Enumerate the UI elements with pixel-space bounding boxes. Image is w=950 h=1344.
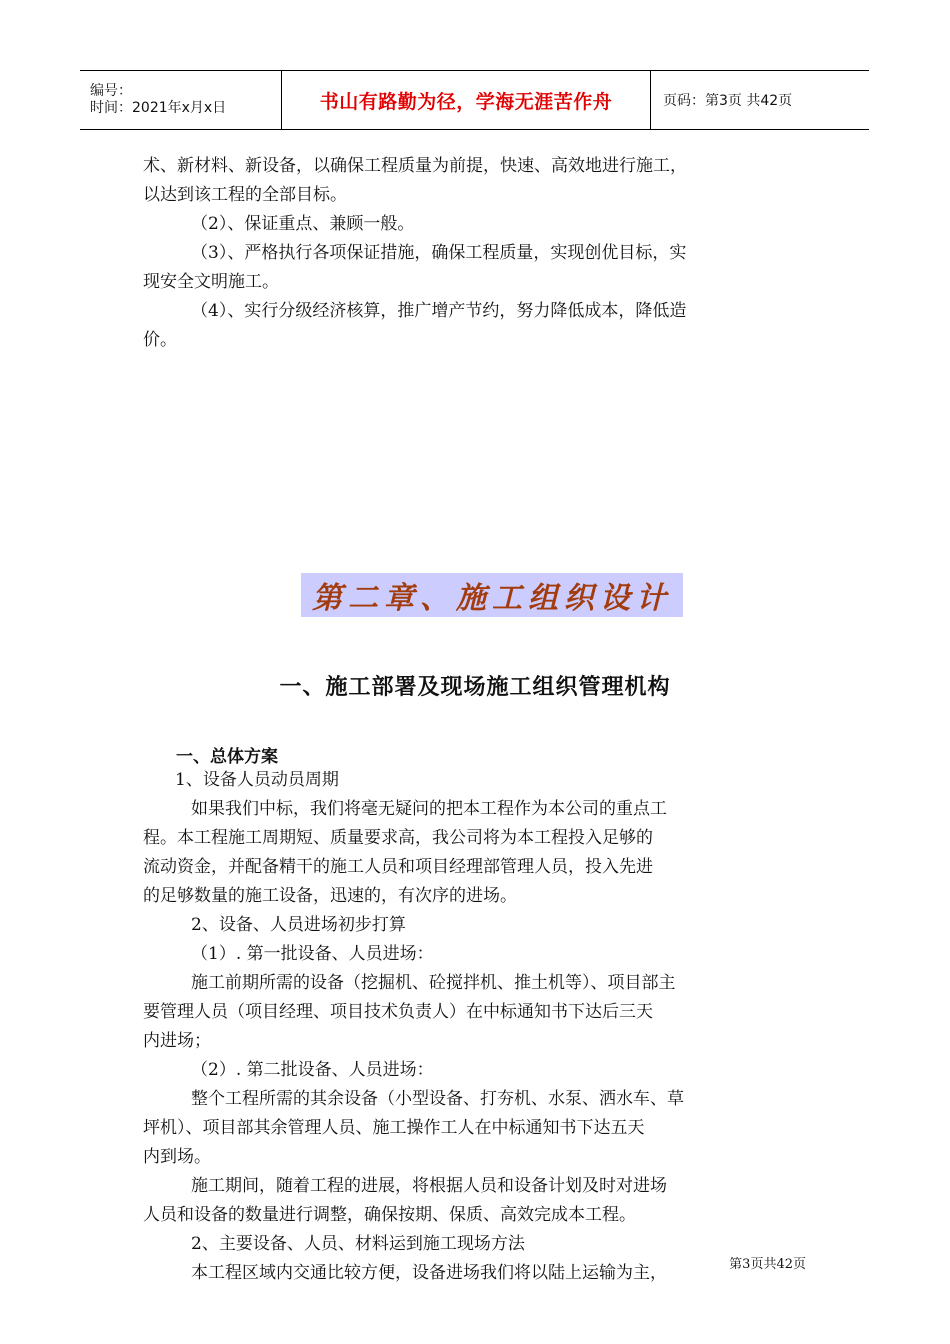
text-line: 要管理人员（项目经理、项目技术负责人）在中标通知书下达后三天	[143, 1002, 653, 1022]
text-line: 2、主要设备、人员、材料运到施工现场方法	[191, 1234, 525, 1254]
text-line: 以达到该工程的全部目标。	[143, 185, 347, 205]
text-line: 的足够数量的施工设备，迅速的，有次序的进场。	[143, 886, 517, 906]
document-number-label: 编号：	[90, 83, 132, 99]
text-line: 如果我们中标，我们将毫无疑问的把本工程作为本公司的重点工	[191, 799, 667, 819]
header-meta	[80, 71, 282, 129]
text-line: 内进场；	[143, 1031, 211, 1051]
text-line: （2）、保证重点、兼顾一般。	[191, 214, 415, 234]
document-date: 时间：2021年x月x日	[90, 100, 227, 116]
section-title: 一、施工部署及现场施工组织管理机构	[279, 675, 671, 700]
top-paragraph	[143, 152, 808, 355]
text-line: 整个工程所需的其余设备（小型设备、打夯机、水泵、洒水车、草	[191, 1089, 684, 1109]
text-line: 坪机）、项目部其余管理人员、施工操作工人在中标通知书下达五天	[143, 1118, 645, 1138]
page-footer: 第3页共42页	[729, 1257, 806, 1272]
chapter-title: 第二章、施工组织设计	[312, 581, 672, 616]
text-line: 2、设备、人员进场初步打算	[191, 915, 406, 935]
text-line: 价。	[143, 330, 177, 350]
text-line: 内到场。	[143, 1147, 211, 1167]
header-motto: 书山有路勤为径，学海无涯苦作舟	[282, 71, 651, 129]
text-line: 1、设备人员动员周期	[175, 770, 339, 790]
page-header	[80, 70, 869, 130]
chapter-title-banner	[301, 573, 683, 617]
text-line: （3）、严格执行各项保证措施，确保工程质量，实现创优目标，实	[191, 243, 687, 263]
text-line: （2）. 第二批设备、人员进场：	[191, 1060, 434, 1080]
text-line: （1）. 第一批设备、人员进场：	[191, 944, 434, 964]
body-text	[143, 766, 808, 1288]
header-page-number: 页码：第3页 共42页	[663, 93, 793, 109]
text-line: 术、新材料、新设备，以确保工程质量为前提，快速、高效地进行施工，	[143, 156, 687, 176]
text-line: 流动资金，并配备精干的施工人员和项目经理部管理人员，投入先进	[143, 857, 653, 877]
text-line: 程。本工程施工周期短、质量要求高，我公司将为本工程投入足够的	[143, 828, 653, 848]
text-line: 人员和设备的数量进行调整，确保按期、保质、高效完成本工程。	[143, 1205, 636, 1225]
text-line: 施工期间，随着工程的进展，将根据人员和设备计划及时对进场	[191, 1176, 667, 1196]
subsection-title: 一、总体方案	[176, 747, 278, 767]
text-line: （4）、实行分级经济核算，推广增产节约，努力降低成本，降低造	[191, 301, 687, 321]
text-line: 施工前期所需的设备（挖掘机、砼搅拌机、推土机等）、项目部主	[191, 973, 676, 993]
text-line: 本工程区域内交通比较方便，设备进场我们将以陆上运输为主，	[191, 1263, 667, 1283]
text-line: 现安全文明施工。	[143, 272, 279, 292]
